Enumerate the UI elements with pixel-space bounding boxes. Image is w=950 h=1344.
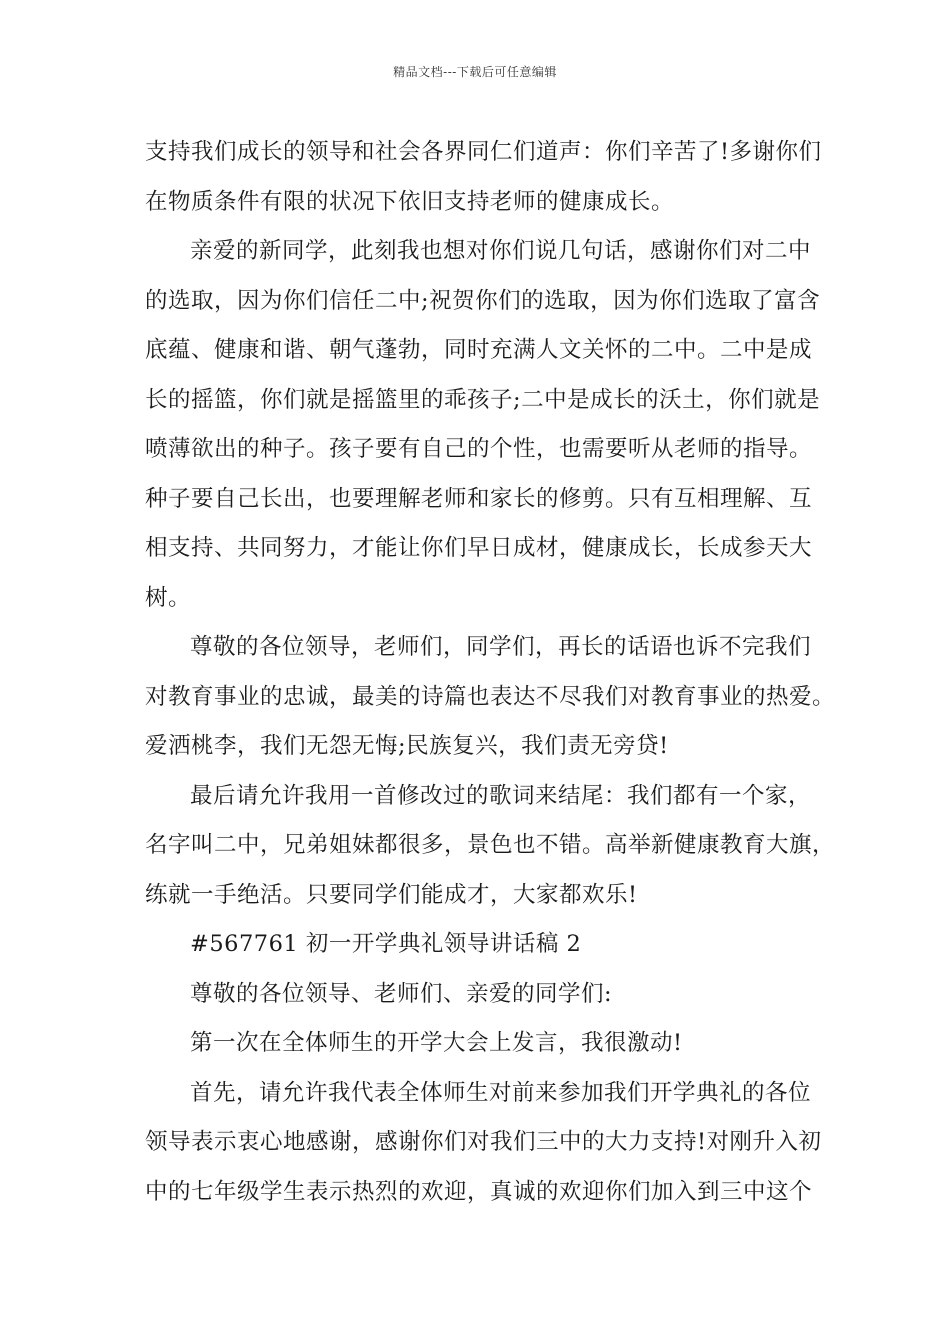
text-line: 练就一手绝活。只要同学们能成才，大家都欢乐! (145, 881, 638, 908)
text-line: #567761 初一开学典礼领导讲话稿 2 (190, 931, 582, 957)
text-line: 首先，请允许我代表全体师生对前来参加我们开学典礼的各位 (190, 1079, 812, 1106)
text-line: 底蕴、健康和谐、朝气蓬勃，同时充满人文关怀的二中。二中是成 (145, 337, 813, 363)
text-line: 喷薄欲出的种子。孩子要有自己的个性，也需要听从老师的指导。 (145, 436, 813, 462)
text-line: 树。 (145, 584, 192, 611)
text-line: 名字叫二中，兄弟姐妹都很多，景色也不错。高举新健康教育大旗， (145, 832, 836, 858)
text-line: 第一次在全体师生的开学大会上发言，我很激动! (190, 1030, 683, 1056)
text-line: 在物质条件有限的状况下依旧支持老师的健康成长。 (145, 188, 675, 215)
text-line: 对教育事业的忠诚，最美的诗篇也表达不尽我们对教育事业的热爱。 (145, 683, 836, 710)
text-line: 领导表示衷心地感谢，感谢你们对我们三中的大力支持!对刚升入初 (145, 1129, 822, 1155)
text-line: 的选取，因为你们信任二中;祝贺你们的选取，因为你们选取了富含 (145, 287, 821, 314)
text-line: 亲爱的新同学，此刻我也想对你们说几句话，感谢你们对二中 (190, 238, 812, 264)
text-line: 尊敬的各位领导，老师们，同学们，再长的话语也诉不完我们 (190, 634, 812, 660)
document-body (145, 128, 836, 1217)
text-line: 中的七年级学生表示热烈的欢迎，真诚的欢迎你们加入到三中这个 (145, 1178, 813, 1205)
text-line: 爱洒桃李，我们无怨无悔;民族复兴，我们责无旁贷! (145, 733, 669, 759)
text-line: 种子要自己长出，也要理解老师和家长的修剪。只有互相理解、互 (145, 485, 813, 512)
text-line: 相支持、共同努力，才能让你们早日成材，健康成长，长成参天大 (145, 535, 813, 561)
text-line: 尊敬的各位领导、老师们、亲爱的同学们: (190, 980, 613, 1007)
text-line: 长的摇篮，你们就是摇篮里的乖孩子;二中是成长的沃土，你们就是 (145, 386, 821, 413)
page-header: 精品文档---下载后可任意编辑 (393, 65, 557, 79)
text-line: 支持我们成长的领导和社会各界同仁们道声：你们辛苦了!多谢你们 (145, 139, 822, 165)
text-line: 最后请允许我用一首修改过的歌词来结尾：我们都有一个家， (190, 782, 812, 809)
